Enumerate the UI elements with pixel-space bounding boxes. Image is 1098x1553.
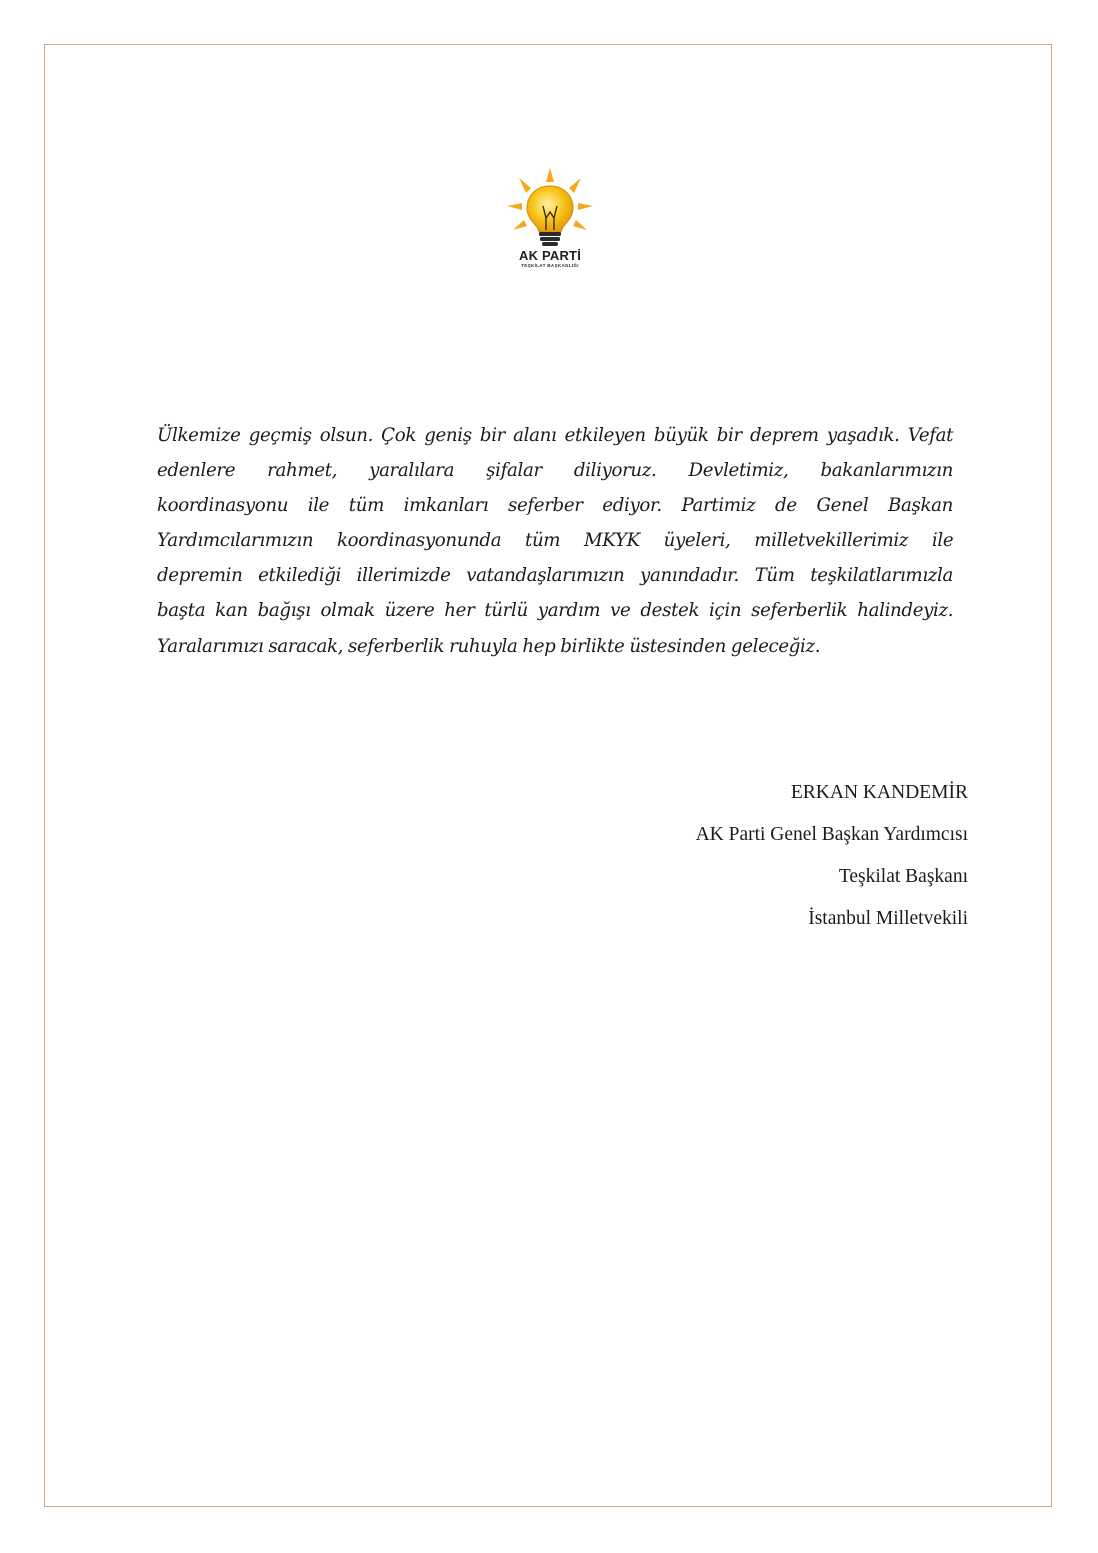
letter-line: Ülkemize geçmiş olsun. Çok geniş bir alanı etkileyen büyük bir deprem yaşadık. Vefat xyxy=(157,425,954,446)
letter-body xyxy=(157,418,953,664)
letter-line: koordinasyonu ile tüm imkanları seferber ediyor. Partimiz de Genel Başkan xyxy=(157,495,953,517)
signatory-name: ERKAN KANDEMİR xyxy=(790,782,968,803)
ak-parti-logo xyxy=(500,166,600,276)
letter-line: Yardımcılarımızın koordinasyonunda tüm MKYK üyeleri, milletvekillerimiz ile xyxy=(157,530,954,552)
signatory-title: İstanbul Milletvekili xyxy=(808,908,968,929)
letter-line: başta kan bağışı olmak üzere her türlü yardım ve destek için seferberlik halindeyiz. xyxy=(157,600,954,622)
letter-line: depremin etkilediği illerimizde vatandaşlarımızın yanındadır. Tüm teşkilatlarımızla xyxy=(157,565,953,587)
signature-block xyxy=(696,772,968,940)
logo-title: AK PARTİ xyxy=(518,248,582,263)
signatory-title: Teşkilat Başkanı xyxy=(838,866,968,887)
logo-subtitle: TEŞKİLAT BAŞKANLIĞI xyxy=(521,263,579,268)
signatory-title: AK Parti Genel Başkan Yardımcısı xyxy=(695,824,968,845)
letter-line: Yaralarımızı saracak, seferberlik ruhuyla hep birlikte üstesinden geleceğiz. xyxy=(157,635,821,657)
letter-line: edenlere rahmet, yaralılara şifalar diliyoruz. Devletimiz, bakanlarımızın xyxy=(157,460,953,482)
lightbulb-icon xyxy=(505,166,595,250)
